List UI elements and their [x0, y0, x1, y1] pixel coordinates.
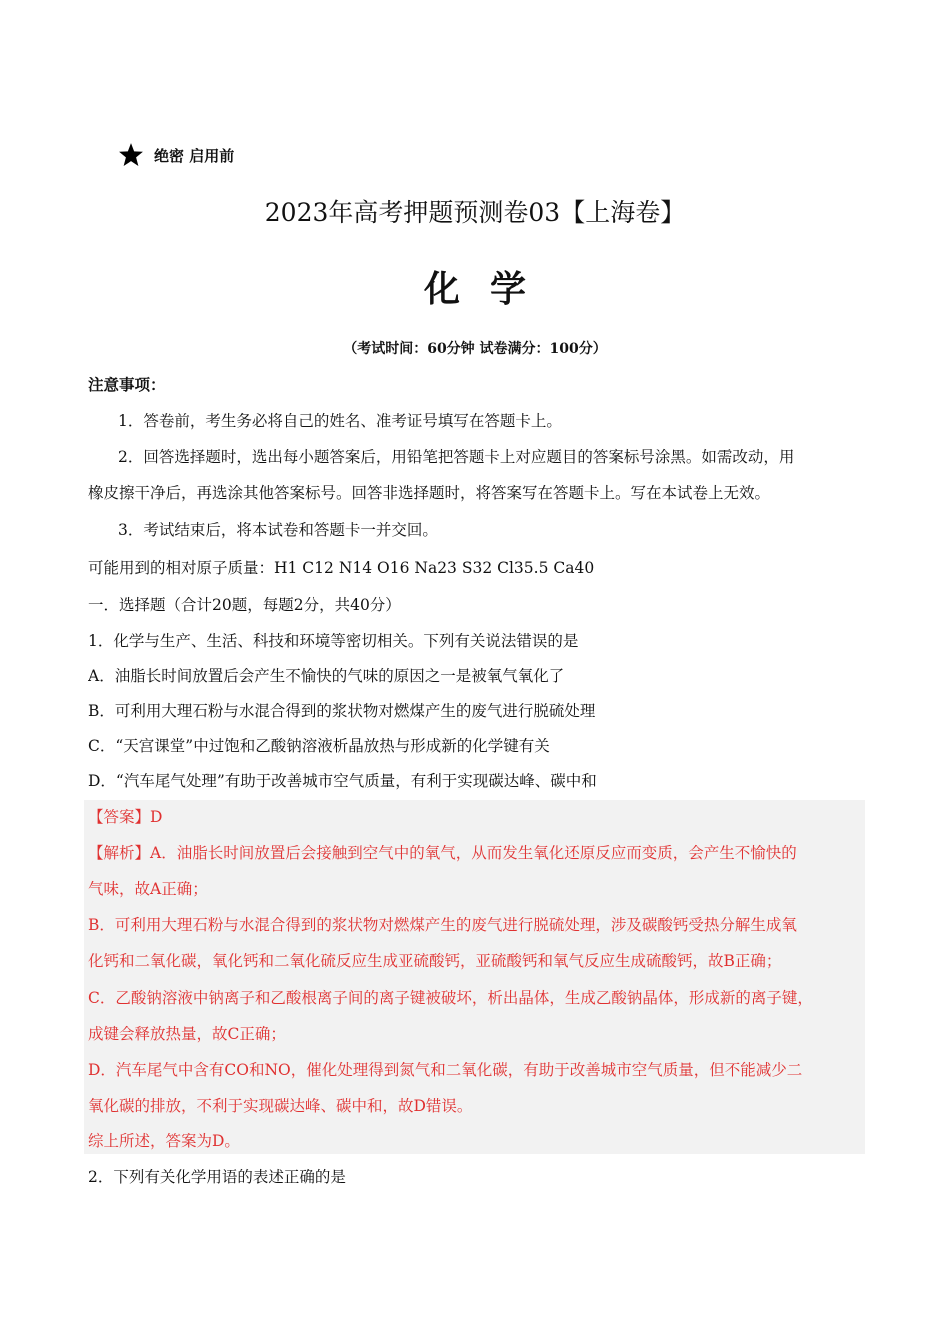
question-stem: 2．下列有关化学用语的表述正确的是 — [88, 1168, 346, 1186]
analysis-summary: 综上所述，答案为D。 — [88, 1132, 240, 1150]
exam-meta: （考试时间：60分钟 试卷满分：100分） — [343, 341, 607, 357]
analysis-line: C．乙酸钠溶液中钠离子和乙酸根离子间的离子键被破坏，析出晶体，生成乙酸钠晶体，形成新的离子键， — [88, 989, 813, 1007]
notice-item-continued: 橡皮擦干净后，再选涂其他答案标号。回答非选择题时，将答案写在答题卡上。写在本试卷上无效。 — [88, 484, 771, 502]
analysis-line: 成键会释放热量，故C正确； — [88, 1025, 286, 1043]
notice-heading: 注意事项： — [88, 375, 166, 394]
option-c: C．“天宫课堂”中过饱和乙酸钠溶液析晶放热与形成新的化学键有关 — [88, 737, 550, 755]
option-b: B．可利用大理石粉与水混合得到的浆状物对燃煤产生的废气进行脱硫处理 — [88, 702, 596, 720]
subject-title: 化学 — [423, 269, 556, 310]
answer-line: 【答案】D — [88, 808, 163, 826]
analysis-line: 【解析】A．油脂长时间放置后会接触到空气中的氧气，从而发生氧化还原反应而变质，会产生不愉快的 — [88, 844, 797, 862]
analysis-line: 气味，故A正确； — [88, 880, 208, 898]
section-heading: 一．选择题（合计20题，每题2分，共40分） — [88, 596, 401, 614]
analysis-line: D．汽车尾气中含有CO和NO，催化处理得到氮气和二氧化碳，有助于改善城市空气质量，但不能减少二 — [88, 1061, 803, 1079]
option-d: D．“汽车尾气处理”有助于改善城市空气质量，有利于实现碳达峰、碳中和 — [88, 772, 597, 790]
notice-item: 3．考试结束后，将本试卷和答题卡一并交回。 — [118, 521, 438, 539]
star-icon — [118, 142, 144, 168]
analysis-line: B．可利用大理石粉与水混合得到的浆状物对燃煤产生的废气进行脱硫处理，涉及碳酸钙受热分解生成氧 — [88, 916, 797, 934]
notice-item: 1．答卷前，考生务必将自己的姓名、准考证号填写在答题卡上。 — [118, 412, 562, 430]
secret-marker — [118, 140, 234, 170]
question-stem: 1．化学与生产、生活、科技和环境等密切相关。下列有关说法错误的是 — [88, 632, 579, 650]
option-a: A．油脂长时间放置后会产生不愉快的气味的原因之一是被氧气氧化了 — [88, 667, 565, 685]
notice-item: 2．回答选择题时，选出每小题答案后，用铅笔把答题卡上对应题目的答案标号涂黑。如需改动，用 — [118, 448, 795, 466]
analysis-line: 氧化碳的排放，不利于实现碳达峰、碳中和，故D错误。 — [88, 1097, 473, 1115]
atomic-masses: 可能用到的相对原子质量：H1 C12 N14 O16 Na23 S32 Cl35.5 Ca40 — [88, 559, 595, 577]
secret-label: 绝密 启用前 — [154, 146, 235, 165]
exam-title: 2023年高考押题预测卷03【上海卷】 — [264, 198, 686, 227]
analysis-line: 化钙和二氧化碳，氧化钙和二氧化硫反应生成亚硫酸钙，亚硫酸钙和氧气反应生成硫酸钙，故B正确； — [88, 952, 782, 970]
